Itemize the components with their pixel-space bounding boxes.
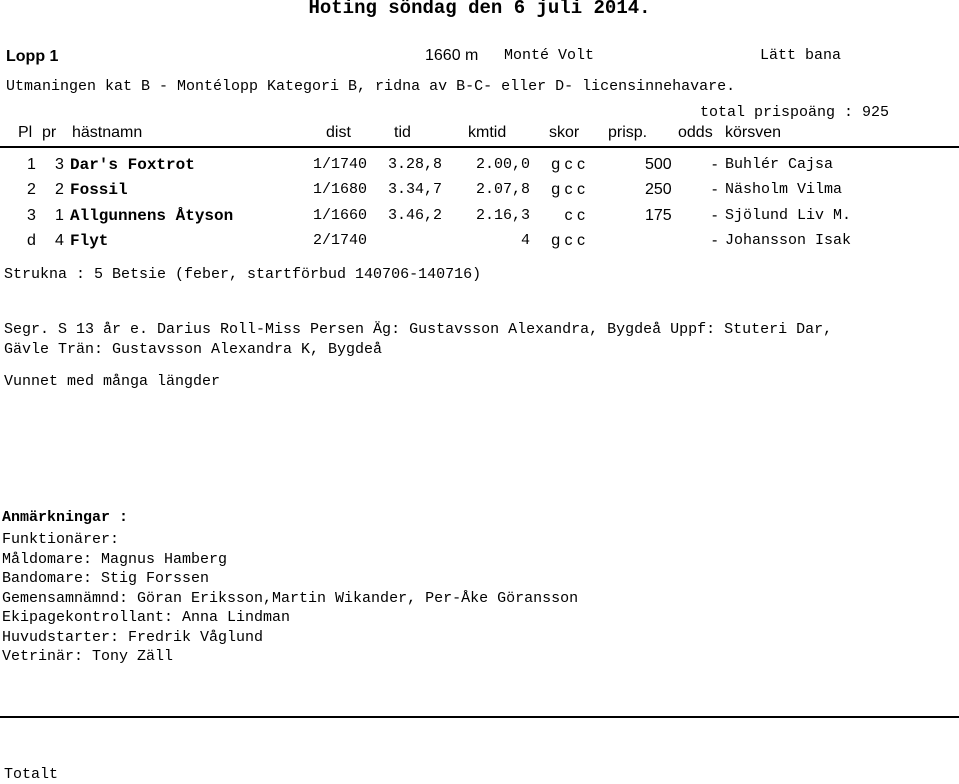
remarks-line: Vetrinär: Tony Zäll [2, 648, 174, 665]
col-skor: skor [549, 124, 580, 141]
footer-divider [0, 716, 959, 718]
row-dist: 1/1660 [313, 207, 368, 224]
winner-info-line-1: Segr. S 13 år e. Darius Roll-Miss Persen Äg: Gustavsson Alexandra, Bygdeå Uppf: Stuteri Dar, [4, 321, 833, 338]
row-shoes: g c c [551, 232, 585, 249]
row-odds: - [712, 181, 718, 198]
col-pl: Pl [18, 124, 33, 141]
row-shoes: g c c [551, 181, 585, 198]
row-shoes: g c c [551, 156, 585, 173]
row-odds: - [712, 156, 718, 173]
page-title: Hoting söndag den 6 juli 2014. [308, 0, 651, 19]
total-prize: total prispoäng : 925 [700, 104, 890, 121]
row-kmtime: 4 [520, 232, 530, 249]
row-time: 3.46,2 [388, 207, 443, 224]
row-odds: - [712, 232, 718, 249]
row-dist: 1/1740 [313, 156, 368, 173]
row-horse-name: Allgunnens Åtyson [70, 207, 234, 225]
row-horse-name: Fossil [70, 181, 128, 199]
row-horse-name: Dar's Foxtrot [70, 156, 195, 174]
race-number: Lopp 1 [6, 48, 59, 65]
race-distance: 1660 m [425, 47, 479, 64]
race-type: Monté Volt [504, 47, 595, 64]
remarks-line: Huvudstarter: Fredrik Våglund [2, 628, 264, 646]
row-driver: Sjölund Liv M. [725, 207, 852, 224]
remarks-line: Måldomare: Magnus Hamberg [2, 550, 228, 568]
row-odds: - [712, 207, 718, 224]
row-prize: 175 [645, 207, 672, 224]
row-dist: 2/1740 [313, 232, 368, 249]
row-shoes: c c [564, 207, 585, 224]
row-kmtime: 2.07,8 [475, 181, 530, 198]
row-post: 2 [55, 181, 64, 198]
col-name: hästnamn [72, 124, 143, 141]
row-kmtime: 2.16,3 [475, 207, 530, 224]
col-pr: pr [42, 124, 57, 141]
col-kmtid: kmtid [468, 124, 507, 141]
row-driver: Johansson Isak [725, 232, 852, 249]
row-prize: 500 [645, 156, 672, 173]
remarks-line: Bandomare: Stig Forssen [2, 570, 210, 587]
remarks-line: Gemensamnämnd: Göran Eriksson,Martin Wikander, Per-Åke Göransson [2, 589, 579, 607]
row-place: 3 [27, 207, 36, 224]
remarks-heading: Anmärkningar : [2, 509, 129, 526]
row-place: 1 [27, 156, 36, 173]
row-horse-name: Flyt [70, 232, 109, 250]
row-driver: Buhlér Cajsa [725, 156, 834, 173]
col-dist: dist [326, 124, 351, 141]
race-description: Utmaningen kat B - Montélopp Kategori B, ridna av B-C- eller D- licensinnehavare. [6, 78, 736, 95]
winner-info-line-2: Gävle Trän: Gustavsson Alexandra K, Bygdeå [4, 341, 383, 358]
col-tid: tid [394, 124, 411, 141]
header-divider [0, 146, 959, 148]
row-post: 4 [55, 232, 64, 249]
row-prize: 250 [645, 181, 672, 198]
col-odds: odds [678, 124, 713, 141]
row-place: 2 [27, 181, 36, 198]
row-dist: 1/1680 [313, 181, 368, 198]
col-driver: körsven [725, 124, 782, 141]
remarks-line: Ekipagekontrollant: Anna Lindman [2, 609, 291, 626]
race-comment: Vunnet med många längder [4, 373, 221, 390]
track-condition: Lätt bana [760, 47, 842, 64]
row-kmtime: 2.00,0 [475, 156, 530, 173]
row-post: 3 [55, 156, 64, 173]
row-driver: Näsholm Vilma [725, 181, 843, 198]
row-time: 3.34,7 [388, 181, 443, 198]
row-time: 3.28,8 [388, 156, 443, 173]
scratched-horses: Strukna : 5 Betsie (feber, startförbud 140706-140716) [4, 266, 482, 283]
row-place: d [27, 232, 36, 249]
row-post: 1 [55, 207, 64, 224]
total-label: Totalt [4, 766, 59, 783]
remarks-line: Funktionärer: [2, 531, 120, 548]
col-prisp: prisp. [608, 124, 648, 141]
